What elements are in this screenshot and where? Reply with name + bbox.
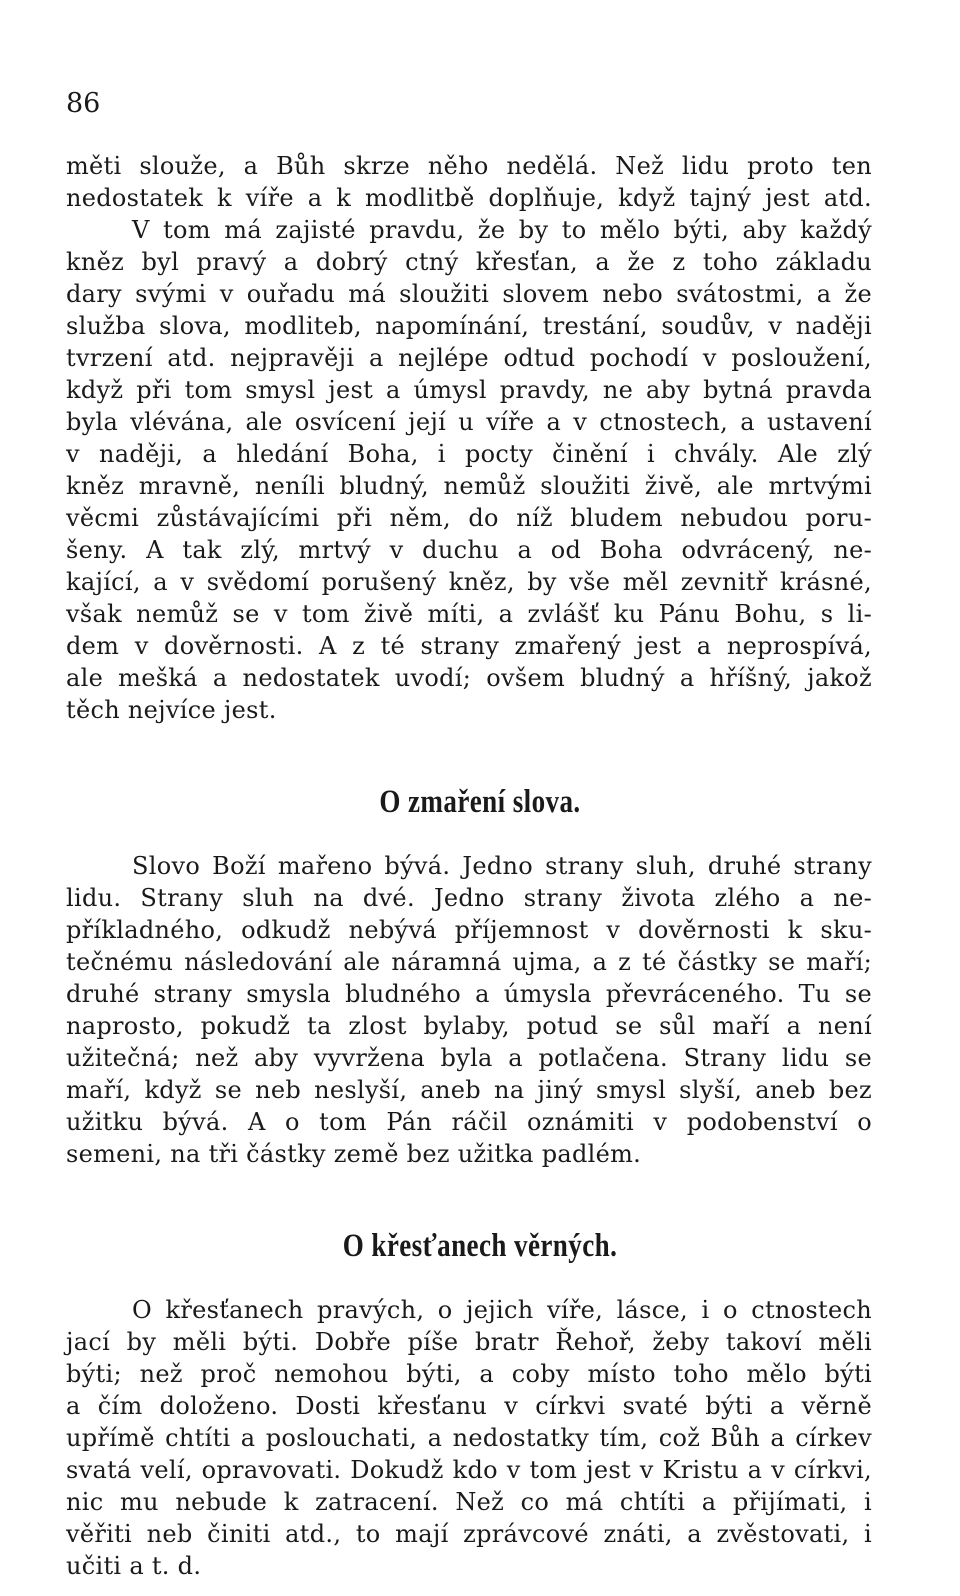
text-line: v naději, a hledání Boha, i pocty činění i chvály. Ale zlý bbox=[66, 440, 872, 468]
text-line: učiti a t. d. bbox=[66, 1552, 202, 1580]
text-line: nedostatek k víře a k modlitbě doplňuje, když tajný jest atd. bbox=[66, 184, 872, 212]
text-line: dary svými v ouřadu má sloužiti slovem nebo svátostmi, a že bbox=[66, 280, 872, 308]
text-line: měti slouže, a Bůh skrze něho nedělá. Než lidu proto ten bbox=[66, 152, 872, 180]
text-line: užitku bývá. A o tom Pán ráčil oznámiti v podobenství o bbox=[66, 1108, 872, 1136]
text-line: lidu. Strany sluh na dvé. Jedno strany života zlého a ne- bbox=[66, 884, 872, 912]
text-line: šeny. A tak zlý, mrtvý v duchu a od Boha odvrácený, ne- bbox=[66, 536, 872, 564]
section-heading: O zmaření slova. bbox=[379, 784, 581, 820]
text-line: když při tom smysl jest a úmysl pravdy, ne aby bytná pravda bbox=[66, 376, 872, 404]
text-line: ale mešká a nedostatek uvodí; ovšem bludný a hříšný, jakož bbox=[66, 664, 872, 692]
text-line: užitečná; než aby vyvržena byla a potlačena. Strany lidu se bbox=[66, 1044, 872, 1072]
text-line: těch nejvíce jest. bbox=[66, 696, 277, 724]
text-line: kající, a v svědomí porušený kněz, by vše měl zevnitř krásné, bbox=[66, 568, 872, 596]
page-number: 86 bbox=[66, 88, 101, 119]
text-line: býti; než proč nemohou býti, a coby místo toho mělo býti bbox=[66, 1360, 872, 1388]
text-line: a čím doloženo. Dosti křesťanu v církvi svaté býti a věrně bbox=[66, 1392, 872, 1420]
section-heading: O křesťanech věrných. bbox=[342, 1228, 618, 1264]
text-line: svatá velí, opravovati. Dokudž kdo v tom jest v Kristu a v církvi, bbox=[66, 1456, 872, 1484]
text-line: upřímě chtíti a poslouchati, a nedostatky tím, což Bůh a církev bbox=[66, 1424, 872, 1452]
text-line: nic mu nebude k zatracení. Než co má chtíti a přijímati, i bbox=[66, 1488, 872, 1516]
text-line: tečnému následování ale náramná ujma, a z té částky se maří; bbox=[66, 948, 872, 976]
text-line: semeni, na tři částky země bez užitka padlém. bbox=[66, 1140, 642, 1168]
text-line: věcmi zůstávajícími při něm, do níž bludem nebudou poru- bbox=[66, 504, 872, 532]
text-line: tvrzení atd. nejpravěji a nejlépe odtud pochodí v posloužení, bbox=[66, 344, 872, 372]
text-line: maří, když se neb neslyší, aneb na jiný smysl slyší, aneb bez bbox=[66, 1076, 872, 1104]
text-line: naprosto, pokudž ta zlost bylaby, potud se sůl maří a není bbox=[66, 1012, 872, 1040]
text-line: služba slova, modliteb, napomínání, trestání, soudův, v naději bbox=[66, 312, 872, 340]
text-line: O křesťanech pravých, o jejich víře, lásce, i o ctnostech bbox=[132, 1296, 872, 1324]
text-line: V tom má zajisté pravdu, že by to mělo býti, aby každý bbox=[132, 216, 872, 244]
text-line: kněz mravně, neníli bludný, nemůž sloužiti živě, ale mrtvými bbox=[66, 472, 872, 500]
text-line: dem v dověrnosti. A z té strany zmařený jest a neprospívá, bbox=[66, 632, 872, 660]
text-line: věřiti neb činiti atd., to mají zprávcové znáti, a zvěstovati, i bbox=[66, 1520, 872, 1548]
text-line: druhé strany smysla bludného a úmysla převráceného. Tu se bbox=[66, 980, 872, 1008]
text-line: příkladného, odkudž nebývá příjemnost v dověrnosti k sku- bbox=[66, 916, 872, 944]
text-line: jací by měli býti. Dobře píše bratr Řehoř, žeby takoví měli bbox=[66, 1328, 872, 1356]
text-line: byla vlévána, ale osvícení její u víře a v ctnostech, a ustavení bbox=[66, 408, 872, 436]
text-line: však nemůž se v tom živě míti, a zvlášť ku Pánu Bohu, s li- bbox=[66, 600, 872, 628]
text-line: kněz byl pravý a dobrý ctný křesťan, a že z toho základu bbox=[66, 248, 872, 276]
text-line: Slovo Boží mařeno bývá. Jedno strany sluh, druhé strany bbox=[132, 852, 872, 880]
